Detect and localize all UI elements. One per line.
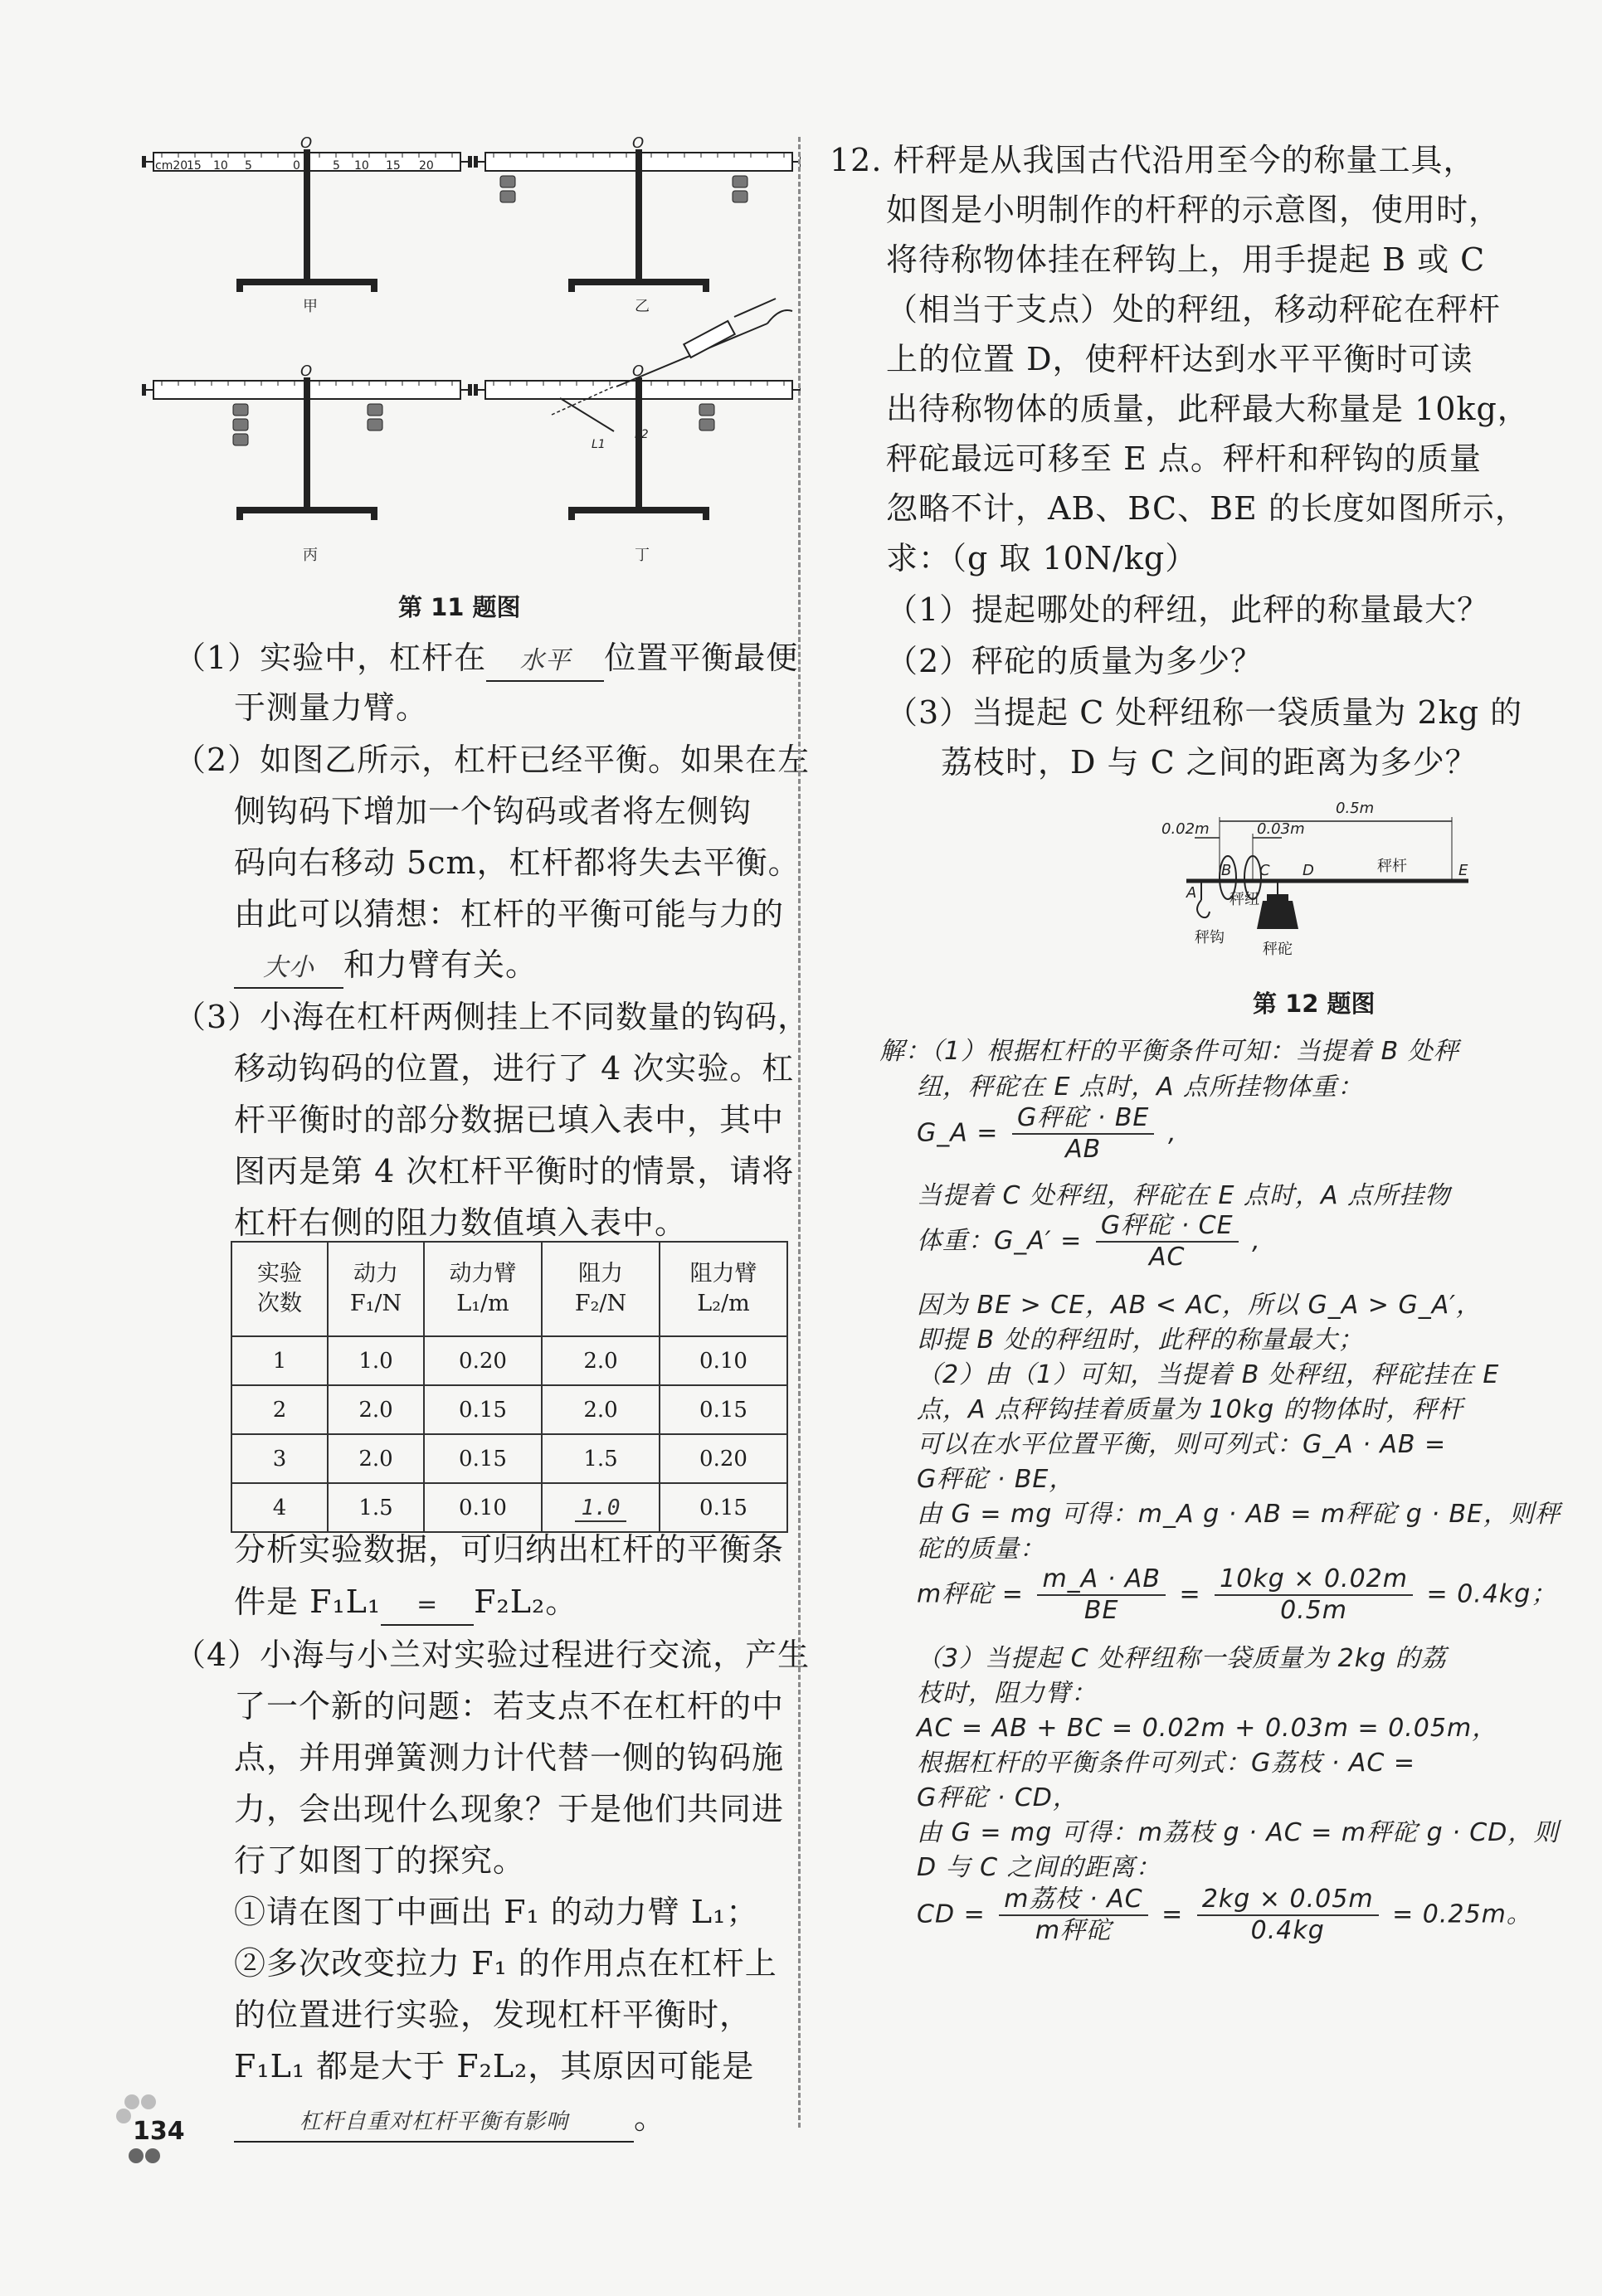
sol-line: 点，A 点秤钩挂着质量为 10kg 的物体时，秤杆 bbox=[917, 1395, 1463, 1424]
point-label: D bbox=[1303, 862, 1314, 879]
column-divider bbox=[798, 137, 801, 2128]
table-header: 实验 次数 bbox=[231, 1242, 328, 1336]
l2-label: L2 bbox=[635, 428, 649, 441]
q11-p4-line: （4）小海与小兰对实验过程进行交流，产生 bbox=[174, 1637, 811, 1673]
sol-line: 由 G = mg 可得：m荔枝 g · AC = m秤砣 g · CD，则 bbox=[917, 1818, 1560, 1847]
sol-formula: CD = $\frac{\text{m荔枝 · AC}}{\text{m秤砣}}$ = $\frac{2kg \times 0.05m}{0.4kg}$ = 0.25m。 bbox=[917, 1885, 1532, 1945]
sol-line: 砣的质量： bbox=[917, 1535, 1045, 1564]
q11-p2-answer-line: 大小 和力臂有关。 bbox=[234, 946, 538, 989]
label-gan: 秤杆 bbox=[1377, 858, 1407, 875]
q11-p3b-answer: = bbox=[381, 1586, 474, 1626]
sol-line: 由 G = mg 可得：m_A g · AB = m秤砣 g · BE，则秤 bbox=[917, 1500, 1561, 1529]
q11-p3b-line2: 件是 F₁L₁ = F₂L₂。 bbox=[234, 1583, 577, 1626]
table-header: 阻力 F₂/N bbox=[542, 1242, 660, 1336]
q12-line: 上的位置 D，使秤杆达到水平平衡时可读 bbox=[886, 341, 1473, 377]
q11-p4-line: 行了如图丁的探究。 bbox=[234, 1842, 526, 1879]
ruler-label: 15 bbox=[386, 159, 401, 173]
sol-line: 解：（1）根据杠杆的平衡条件可知：当提着 B 处秤 bbox=[879, 1037, 1459, 1066]
label-niu: 秤纽 bbox=[1229, 891, 1259, 908]
q11-p4-line: 力，会出现什么现象？于是他们共同进 bbox=[234, 1791, 785, 1827]
pivot-label: O bbox=[632, 362, 645, 380]
table-header: 阻力臂 L₂/m bbox=[660, 1242, 787, 1336]
point-label: B bbox=[1221, 862, 1232, 879]
panel-label-ding: 丁 bbox=[635, 547, 650, 564]
q11-p3-line: 图丙是第 4 次杠杆平衡时的情景，请将 bbox=[234, 1153, 795, 1189]
panel-label-yi: 乙 bbox=[635, 298, 650, 315]
q11-p2-line: 由此可以猜想：杠杆的平衡可能与力的 bbox=[234, 896, 785, 932]
sol-line: 当提着 C 处秤纽，秤砣在 E 点时，A 点所挂物 bbox=[917, 1181, 1451, 1210]
q11-p1-line2: 于测量力臂。 bbox=[234, 689, 429, 726]
q11-p2-line: （2）如图乙所示，杠杆已经平衡。如果在左 bbox=[174, 742, 811, 778]
q11-p1-answer: 水平 bbox=[486, 642, 604, 682]
table-row: 2 2.0 0.15 2.0 0.15 bbox=[231, 1385, 787, 1434]
sol-line: 枝时，阻力臂： bbox=[917, 1679, 1097, 1708]
label-tuo: 秤砣 bbox=[1263, 941, 1293, 958]
q11-p4-answer: 杠杆自重对杠杆平衡有影响 bbox=[234, 2103, 634, 2143]
table-header: 动力臂 L₁/m bbox=[424, 1242, 542, 1336]
sol-formula: G_A = $\frac{\text{G秤砣 · BE}}{AB}$ , bbox=[917, 1103, 1177, 1164]
ruler-label: 5 bbox=[333, 159, 340, 173]
table-row: 3 2.0 0.15 1.5 0.20 bbox=[231, 1434, 787, 1483]
table-header-row bbox=[231, 1242, 787, 1336]
ruler-label: cm20 bbox=[155, 159, 188, 173]
q12-line: 荔枝时，D 与 C 之间的距离为多少？ bbox=[941, 744, 1478, 781]
q12-line: （相当于支点）处的秤纽，移动秤砣在秤杆 bbox=[886, 291, 1502, 328]
q12-line: 秤砣最远可移至 E 点。秤杆和秤钩的质量 bbox=[886, 440, 1482, 477]
q11-p4-line: ①请在图丁中画出 F₁ 的动力臂 L₁； bbox=[234, 1894, 759, 1930]
l1-label: L1 bbox=[592, 438, 606, 451]
sol-line: G秤砣 · CD， bbox=[917, 1783, 1079, 1812]
q12-line: 如图是小明制作的杆秤的示意图，使用时， bbox=[886, 192, 1502, 228]
table-header: 动力 F₁/N bbox=[328, 1242, 424, 1336]
q12-line: （1）提起哪处的秤纽，此秤的称量最大？ bbox=[886, 591, 1490, 628]
point-label: A bbox=[1186, 884, 1197, 902]
q11-p4-line: 的位置进行实验，发现杠杆平衡时， bbox=[234, 1997, 752, 2033]
fig12-steelyard bbox=[1161, 788, 1493, 979]
ruler-label: 10 bbox=[354, 159, 369, 173]
q11-p4-line: ②多次改变拉力 F₁ 的作用点在杠杆上 bbox=[234, 1945, 777, 1982]
table-row: 1 1.0 0.20 2.0 0.10 bbox=[231, 1336, 787, 1385]
panel-label-jia: 甲 bbox=[303, 298, 318, 315]
table-answer: 1.0 bbox=[575, 1496, 627, 1522]
sol-line: 根据杠杆的平衡条件可列式：G荔枝 · AC = bbox=[917, 1749, 1415, 1778]
q11-p4-line: F₁L₁ 都是大于 F₂L₂，其原因可能是 bbox=[234, 2048, 755, 2084]
pivot-label: O bbox=[300, 362, 313, 380]
q12-line: 出待称物体的质量，此秤最大称量是 10kg， bbox=[886, 391, 1530, 427]
q11-p2-line: 码向右移动 5cm，杠杆都将失去平衡。 bbox=[234, 844, 801, 881]
data-table bbox=[231, 1241, 788, 1533]
q11-p3-line: 移动钩码的位置，进行了 4 次实验。杠 bbox=[234, 1050, 795, 1087]
fig12-caption: 第 12 题图 bbox=[1253, 990, 1376, 1018]
sol-line: 可以在水平位置平衡，则可列式：G_A · AB = bbox=[917, 1430, 1447, 1459]
q11-p4-answer-line: 杠杆自重对杠杆平衡有影响 。 bbox=[234, 2099, 666, 2143]
dim-label: 0.03m bbox=[1257, 820, 1305, 838]
sol-line: 即提 B 处的秤纽时，此秤的称量最大； bbox=[917, 1326, 1364, 1355]
sol-line: AC = AB + BC = 0.02m + 0.03m = 0.05m， bbox=[917, 1714, 1498, 1743]
q12-line: 12. 杆秤是从我国古代沿用至今的称量工具， bbox=[830, 142, 1476, 178]
q12-line: （3）当提起 C 处秤纽称一袋质量为 2kg 的 bbox=[886, 694, 1523, 731]
sol-line: 因为 BE > CE，AB < AC，所以 G_A > G_A′， bbox=[917, 1291, 1483, 1320]
label-gou: 秤钩 bbox=[1195, 929, 1225, 946]
sol-line: （2）由（1）可知，当提着 B 处秤纽，秤砣挂在 E bbox=[917, 1360, 1500, 1389]
sol-line: D 与 C 之间的距离： bbox=[917, 1853, 1161, 1882]
q12-line: （2）秤砣的质量为多少？ bbox=[886, 643, 1264, 679]
sol-line: G秤砣 · BE， bbox=[917, 1465, 1075, 1494]
q11-p4-line: 了一个新的问题：若支点不在杠杆的中 bbox=[234, 1688, 785, 1724]
panel-label-bing: 丙 bbox=[303, 547, 318, 564]
q11-p3-line: （3）小海在杠杆两侧挂上不同数量的钩码， bbox=[174, 999, 811, 1035]
dim-label: 0.02m bbox=[1161, 820, 1210, 838]
point-label: E bbox=[1458, 862, 1468, 879]
q11-p2-answer: 大小 bbox=[234, 949, 343, 989]
table-row: 4 1.5 0.10 1.0 0.15 bbox=[231, 1483, 787, 1532]
page-number: 134 bbox=[133, 2117, 185, 2146]
q12-line: 求：（g 取 10N/kg） bbox=[886, 540, 1198, 576]
dim-label: 0.5m bbox=[1336, 800, 1375, 817]
sol-formula: 体重：G_A′ = $\frac{\text{G秤砣 · CE}}{AC}$ , bbox=[917, 1211, 1261, 1272]
q11-p1-line1: （1）实验中，杠杆在 水平 位置平衡最便 bbox=[174, 639, 798, 682]
sol-formula: m秤砣 = $\frac{m\_A \cdot AB}{BE}$ = $\frac{10kg \times 0.02m}{0.5m}$ = 0.4kg； bbox=[917, 1564, 1557, 1625]
fig11-diagrams bbox=[137, 133, 801, 581]
ruler-label: 15 bbox=[187, 159, 202, 173]
ruler-label: 20 bbox=[419, 159, 434, 173]
q12-line: 忽略不计，AB、BC、BE 的长度如图所示， bbox=[886, 490, 1527, 527]
ruler-label: 0 bbox=[293, 159, 300, 173]
q11-p4-line: 点，并用弹簧测力计代替一侧的钩码施 bbox=[234, 1739, 785, 1776]
sol-line: 纽，秤砣在 E 点时，A 点所挂物体重： bbox=[917, 1073, 1364, 1102]
point-label: C bbox=[1259, 862, 1270, 879]
fig11-caption: 第 11 题图 bbox=[398, 593, 521, 621]
pivot-label: O bbox=[300, 134, 313, 152]
q11-p2-line: 侧钩码下增加一个钩码或者将左侧钩 bbox=[234, 793, 752, 829]
q12-line: 将待称物体挂在秤钩上，用手提起 B 或 C bbox=[886, 241, 1486, 278]
pivot-label: O bbox=[632, 134, 645, 152]
sol-line: （3）当提起 C 处秤纽称一袋质量为 2kg 的荔 bbox=[917, 1644, 1447, 1673]
ruler-label: 5 bbox=[245, 159, 252, 173]
q11-p3-line: 杆平衡时的部分数据已填入表中，其中 bbox=[234, 1102, 785, 1138]
ruler-label: 10 bbox=[213, 159, 228, 173]
q11-p3-line: 杠杆右侧的阻力数值填入表中。 bbox=[234, 1204, 688, 1241]
q11-p3b-line1: 分析实验数据，可归纳出杠杆的平衡条 bbox=[234, 1531, 785, 1568]
